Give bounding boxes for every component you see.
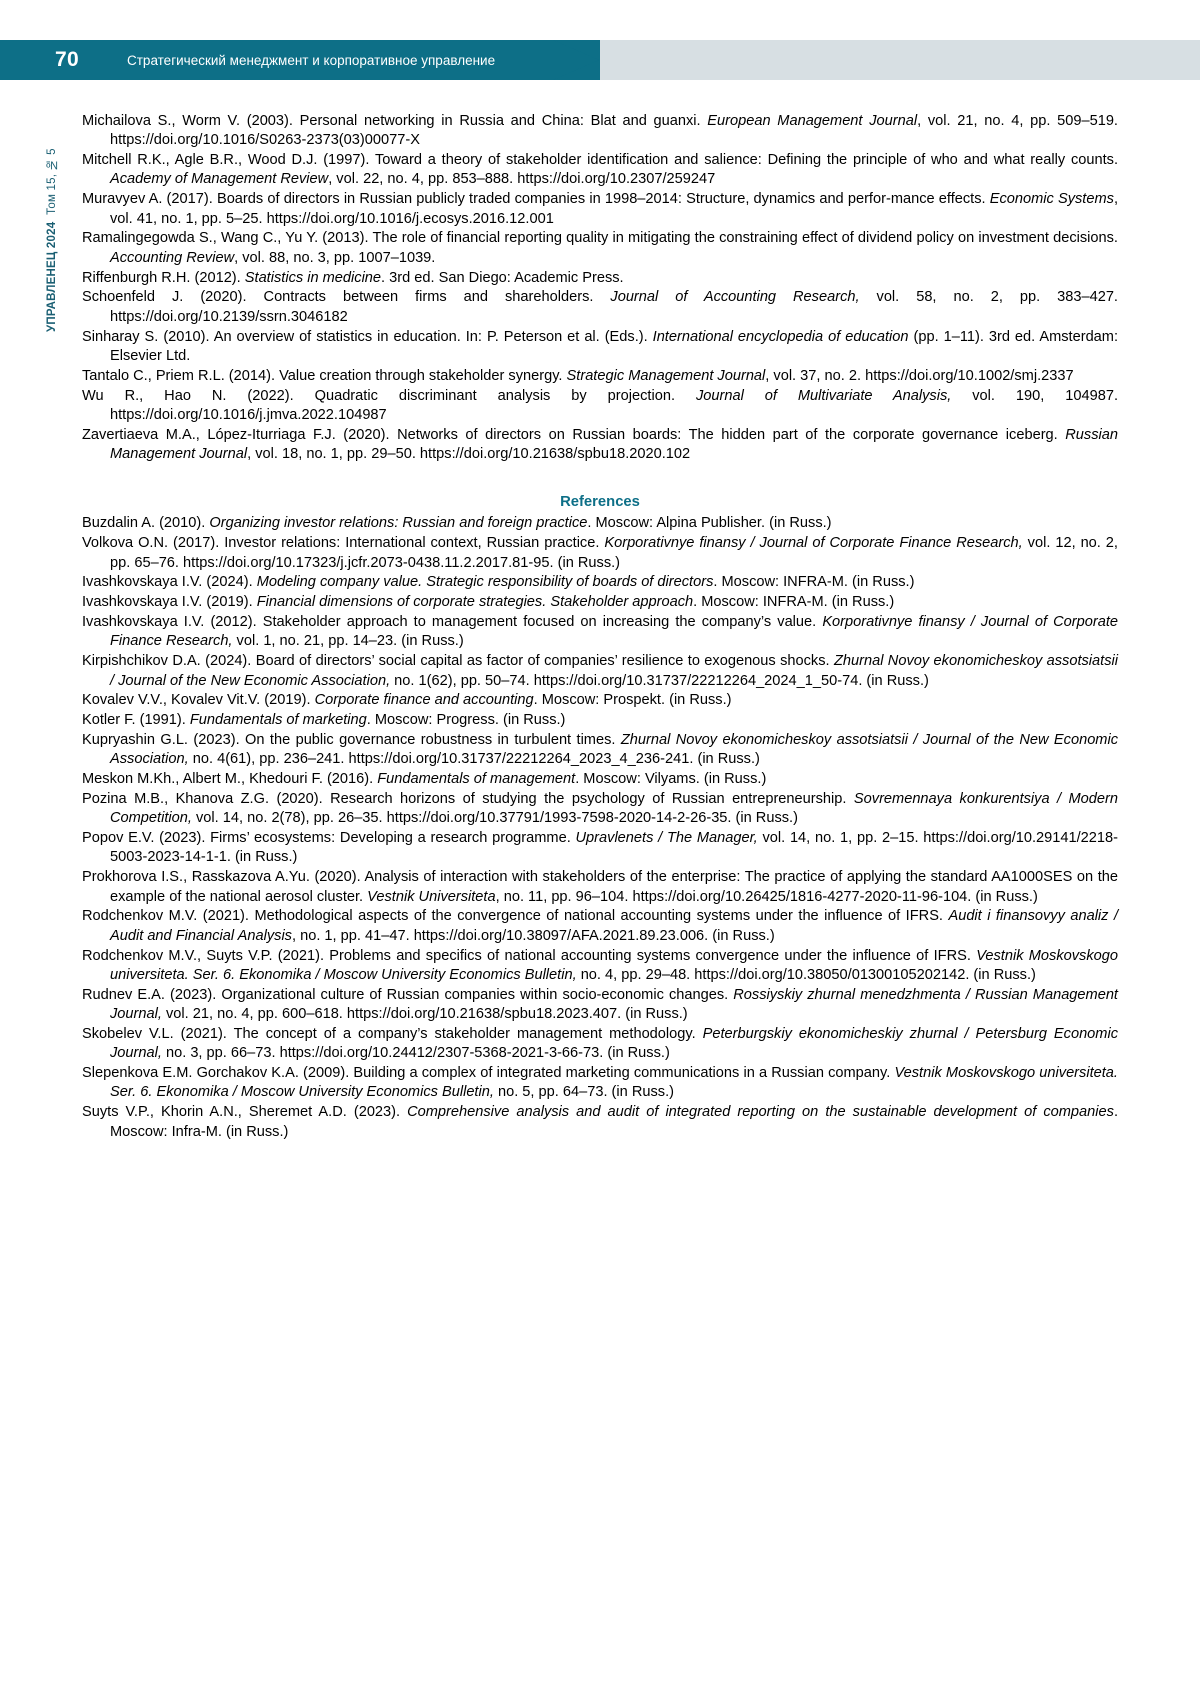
reference-text: Popov E.V. (2023). Firms’ ecosystems: Developing a research programme. — [82, 830, 576, 847]
reference-source-title: Russian Management Journal — [110, 426, 1118, 463]
page-number: 70 — [55, 48, 79, 71]
reference-source-title: Zhurnal Novoy ekonomicheskoy assotsiatsii / Journal of the New Economic Association, — [110, 732, 1119, 768]
reference-text: no. 1(62), pp. 50–74. https://doi.org/10.31737/22212264_2024_1_50-74. (in Russ.) — [390, 672, 929, 689]
reference-text: Skobelev V.L. (2021). The concept of a company’s stakeholder management methodology. — [82, 1025, 703, 1042]
reference-source-title: Statistics in medicine — [244, 269, 382, 286]
reference-text: Rudnev E.A. (2023). Organizational culture of Russian companies within socio-economic changes. — [82, 986, 734, 1003]
reference-entry — [82, 534, 1118, 573]
reference-entry — [82, 1064, 1118, 1103]
reference-text: Rodchenkov M.V., Suyts V.P. (2021). Problems and specifics of national accounting systems convergence under the influence of IFRS. — [82, 947, 977, 964]
reference-entry — [82, 986, 1118, 1025]
reference-source-title: Upravlenets / The Manager, — [575, 830, 758, 847]
reference-text: Ivashkovskaya I.V. (2012). Stakeholder approach to management focused on increasing the company’s value. — [82, 614, 823, 631]
reference-source-title: Academy of Management Review — [110, 171, 329, 188]
reference-text: , vol. 22, no. 4, pp. 853–888. https://doi.org/10.2307/259247 — [328, 171, 716, 188]
translated-reference-list — [82, 514, 1118, 1142]
reference-text: Rodchenkov M.V. (2021). Methodological aspects of the convergence of national accounting systems under the influence of IFRS. — [82, 908, 949, 925]
reference-source-title: Organizing investor relations: Russian and foreign practice — [209, 515, 588, 532]
reference-source-title: Corporate finance and accounting — [314, 692, 534, 709]
reference-text: vol. 14, no. 2(78), pp. 26–35. https://doi.org/10.37791/1993-7598-2020-14-2-26-35. (in Russ.) — [191, 810, 798, 827]
reference-source-title: Korporativnye finansy / Journal of Corporate Finance Research, — [604, 535, 1023, 552]
reference-text: no. 4, pp. 29–48. https://doi.org/10.38050/01300105202142. (in Russ.) — [576, 966, 1036, 983]
reference-entry — [82, 269, 1118, 288]
reference-source-title: European Management Journal — [707, 113, 918, 129]
reference-source-title: Journal of Accounting Research, — [610, 289, 860, 306]
reference-text: . Moscow: Vilyams. (in Russ.) — [575, 771, 767, 788]
reference-text: Suyts V.P., Khorin A.N., Sheremet A.D. (2023). — [82, 1104, 408, 1121]
reference-entry — [82, 652, 1118, 691]
reference-entry — [82, 593, 1118, 612]
reference-source-title: Strategic Management Journal — [566, 367, 766, 384]
reference-entry — [82, 790, 1118, 829]
reference-source-title: Economic Systems — [989, 191, 1114, 208]
section-title: Стратегический менеджмент и корпоративное управление — [127, 53, 496, 68]
reference-source-title: Comprehensive analysis and audit of integrated reporting on the sustainable development of companies — [407, 1104, 1114, 1121]
reference-text: . Moscow: Infra-M. (in Russ.) — [110, 1104, 1118, 1140]
reference-source-title: Vestnik Universiteta — [367, 888, 496, 905]
reference-source-title: Audit i finansovyy analiz / Audit and Financial Analysis — [110, 908, 1119, 944]
journal-volume-spacer — [46, 215, 58, 222]
reference-text: Mitchell R.K., Agle B.R., Wood D.J. (1997). Toward a theory of stakeholder identification and salience: Defining the principle of who and what really counts. — [82, 152, 1118, 169]
reference-text: Zavertiaeva M.A., López-Iturriaga F.J. (2020). Networks of directors on Russian boards: The hidden part of the corporate governance iceberg. — [82, 426, 1066, 443]
reference-source-title: Journal of Multivariate Analysis, — [695, 387, 952, 404]
reference-text: Kovalev V.V., Kovalev Vit.V. (2019). — [82, 692, 315, 709]
reference-entry — [82, 1025, 1118, 1064]
reference-source-title: Vestnik Moskovskogo universiteta. Ser. 6. Ekonomika / Moscow University Economics Bulletin, — [110, 947, 1118, 983]
reference-entry — [82, 691, 1118, 710]
reference-text: Schoenfeld J. (2020). Contracts between firms and shareholders. — [82, 289, 611, 306]
reference-text: Prokhorova I.S., Rasskazova A.Yu. (2020). Analysis of interaction with stakeholders of the enterprise: The practice of applying the standard AA1000SES on the example of the national aerosol cluster. — [82, 869, 1118, 905]
reference-text: vol. 21, no. 4, pp. 600–618. https://doi.org/10.21638/spbu18.2023.407. (in Russ.) — [161, 1006, 688, 1023]
reference-source-title: International encyclopedia of education — [652, 328, 909, 345]
reference-text: . Moscow: INFRA-M. (in Russ.) — [713, 574, 915, 591]
reference-text: vol. 190, 104987. https://doi.org/10.1016/j.jmva.2022.104987 — [110, 387, 1119, 423]
reference-entry — [82, 328, 1118, 367]
reference-text: Pozina M.B., Khanova Z.G. (2020). Research horizons of studying the psychology of Russian entrepreneurship. — [82, 791, 854, 807]
journal-name: УПРАВЛЕНЕЦ 2024 — [46, 221, 58, 332]
reference-source-title: Fundamentals of marketing — [189, 712, 367, 729]
reference-entry — [82, 514, 1118, 533]
reference-entry — [82, 288, 1118, 327]
reference-text: Kotler F. (1991). — [82, 712, 190, 729]
reference-source-title: Zhurnal Novoy ekonomicheskoy assotsiatsii / Journal of the New Economic Association, — [110, 653, 1118, 689]
journal-volume: Том 15, № 5 — [46, 148, 58, 215]
reference-text: Volkova O.N. (2017). Investor relations: International context, Russian practice. — [82, 535, 605, 552]
reference-entry — [82, 229, 1118, 268]
reference-entry — [82, 711, 1118, 730]
reference-text: no. 5, pp. 64–73. (in Russ.) — [493, 1084, 674, 1101]
reference-text: no. 3, pp. 66–73. https://doi.org/10.24412/2307-5368-2021-3-66-73. (in Russ.) — [161, 1045, 670, 1062]
reference-text: (pp. 1–11). 3rd ed. Amsterdam: Elsevier Ltd. — [110, 328, 1119, 364]
reference-text: Meskon M.Kh., Albert M., Khedouri F. (2016). — [82, 771, 378, 788]
reference-text: vol. 1, no. 21, pp. 14–23. (in Russ.) — [232, 633, 464, 650]
reference-entry — [82, 868, 1118, 907]
reference-source-title: Fundamentals of management — [377, 771, 576, 788]
reference-entry — [82, 387, 1118, 426]
reference-entry — [82, 613, 1118, 652]
reference-text: vol. 14, no. 1, pp. 2–15. https://doi.org/10.29141/2218-5003-2023-14-1-1. (in Russ.) — [110, 830, 1119, 866]
reference-text: , vol. 37, no. 2. https://doi.org/10.1002/smj.2337 — [765, 367, 1074, 384]
reference-text: Buzdalin A. (2010). — [82, 515, 210, 532]
reference-text: Muravyev A. (2017). Boards of directors in Russian publicly traded companies in 1998–2014: Structure, dynamics and perfor-mance effects. — [82, 191, 990, 208]
reference-text: , vol. 88, no. 3, pp. 1007–1039. — [234, 249, 436, 266]
reference-text: . 3rd ed. San Diego: Academic Press. — [381, 269, 624, 286]
reference-text: Kirpishchikov D.A. (2024). Board of directors’ social capital as factor of companies’ resilience to exogenous shocks. — [82, 653, 834, 670]
reference-source-title: Sovremennaya konkurentsiya / Modern Competition, — [110, 791, 1119, 827]
reference-text: Ramalingegowda S., Wang C., Yu Y. (2013). The role of financial reporting quality in mitigating the constraining effect of dividend policy on investment decisions. — [82, 230, 1118, 247]
reference-text: Slepenkova E.M. Gorchakov K.A. (2009). Building a complex of integrated marketing communications in a Russian company. — [82, 1065, 895, 1082]
reference-entry — [82, 367, 1118, 386]
reference-text: , vol. 21, no. 4, pp. 509–519. https://doi.org/10.1016/S0263-2373(03)00077-X — [110, 113, 1118, 149]
references-heading: References — [560, 494, 640, 511]
reference-source-title: Modeling company value. Strategic responsibility of boards of directors — [256, 574, 714, 591]
reference-text: . Moscow: INFRA-M. (in Russ.) — [693, 594, 895, 611]
reference-entry — [82, 731, 1118, 770]
reference-text: , no. 1, pp. 41–47. https://doi.org/10.38097/AFA.2021.89.23.006. (in Russ.) — [291, 927, 775, 944]
reference-text: , no. 11, pp. 96–104. https://doi.org/10.26425/1816-4277-2020-11-96-104. (in Russ.) — [495, 888, 1038, 905]
reference-text: no. 4(61), pp. 236–241. https://doi.org/10.31737/22212264_2023_4_236-241. (in Russ.) — [188, 751, 760, 768]
reference-source-title: Korporativnye finansy / Journal of Corporate Finance Research, — [110, 614, 1119, 650]
reference-source-title: Vestnik Moskovskogo universiteta. Ser. 6. Ekonomika / Moscow University Economics Bulletin, — [110, 1065, 1118, 1101]
reference-text: Tantalo C., Priem R.L. (2014). Value creation through stakeholder synergy. — [82, 367, 567, 384]
reference-text: . Moscow: Alpina Publisher. (in Russ.) — [587, 515, 832, 532]
reference-text: . Moscow: Progress. (in Russ.) — [366, 712, 566, 729]
reference-text: Ivashkovskaya I.V. (2024). — [82, 574, 257, 591]
reference-entry — [82, 573, 1118, 592]
reference-entry — [82, 1103, 1118, 1142]
reference-text: Wu R., Hao N. (2022). Quadratic discriminant analysis by projection. — [82, 387, 696, 404]
reference-source-title: Peterburgskiy ekonomicheskiy zhurnal / Petersburg Economic Journal, — [110, 1025, 1118, 1062]
reference-source-title: Accounting Review — [110, 249, 235, 266]
reference-source-title: Financial dimensions of corporate strategies. Stakeholder approach — [256, 594, 694, 611]
reference-text: vol. 12, no. 2, pp. 65–76. https://doi.org/10.17323/j.jcfr.2073-0438.11.2.2017.81-95. (in Russ.) — [110, 535, 1118, 571]
journal-side-label — [46, 112, 66, 332]
reference-text: Riffenburgh R.H. (2012). — [82, 269, 245, 286]
reference-text: Ivashkovskaya I.V. (2019). — [82, 594, 257, 611]
reference-entry — [82, 112, 1118, 151]
reference-entry — [82, 907, 1118, 946]
reference-text: Michailova S., Worm V. (2003). Personal networking in Russia and China: Blat and guanxi. — [82, 113, 708, 129]
reference-text: Kupryashin G.L. (2023). On the public governance robustness in turbulent times. — [82, 732, 621, 749]
reference-entry — [82, 947, 1118, 986]
page-content — [82, 112, 1118, 1142]
reference-text: vol. 58, no. 2, pp. 383–427. https://doi.org/10.2139/ssrn.3046182 — [110, 289, 1118, 325]
reference-text: Sinharay S. (2010). An overview of statistics in education. In: P. Peterson et al. (Eds.). — [82, 328, 653, 345]
reference-text: . Moscow: Prospekt. (in Russ.) — [533, 692, 732, 709]
reference-entry — [82, 426, 1118, 465]
reference-text: , vol. 41, no. 1, pp. 5–25. https://doi.org/10.1016/j.ecosys.2016.12.001 — [110, 191, 1118, 227]
reference-entry — [82, 151, 1118, 190]
latin-reference-list — [82, 112, 1118, 464]
reference-text: , vol. 18, no. 1, pp. 29–50. https://doi.org/10.21638/spbu18.2020.102 — [247, 446, 691, 463]
reference-entry — [82, 829, 1118, 868]
reference-entry — [82, 770, 1118, 789]
reference-source-title: Rossiyskiy zhurnal menedzhmenta / Russian Management Journal, — [110, 986, 1118, 1023]
reference-entry — [82, 190, 1118, 229]
page-header — [0, 40, 1200, 80]
